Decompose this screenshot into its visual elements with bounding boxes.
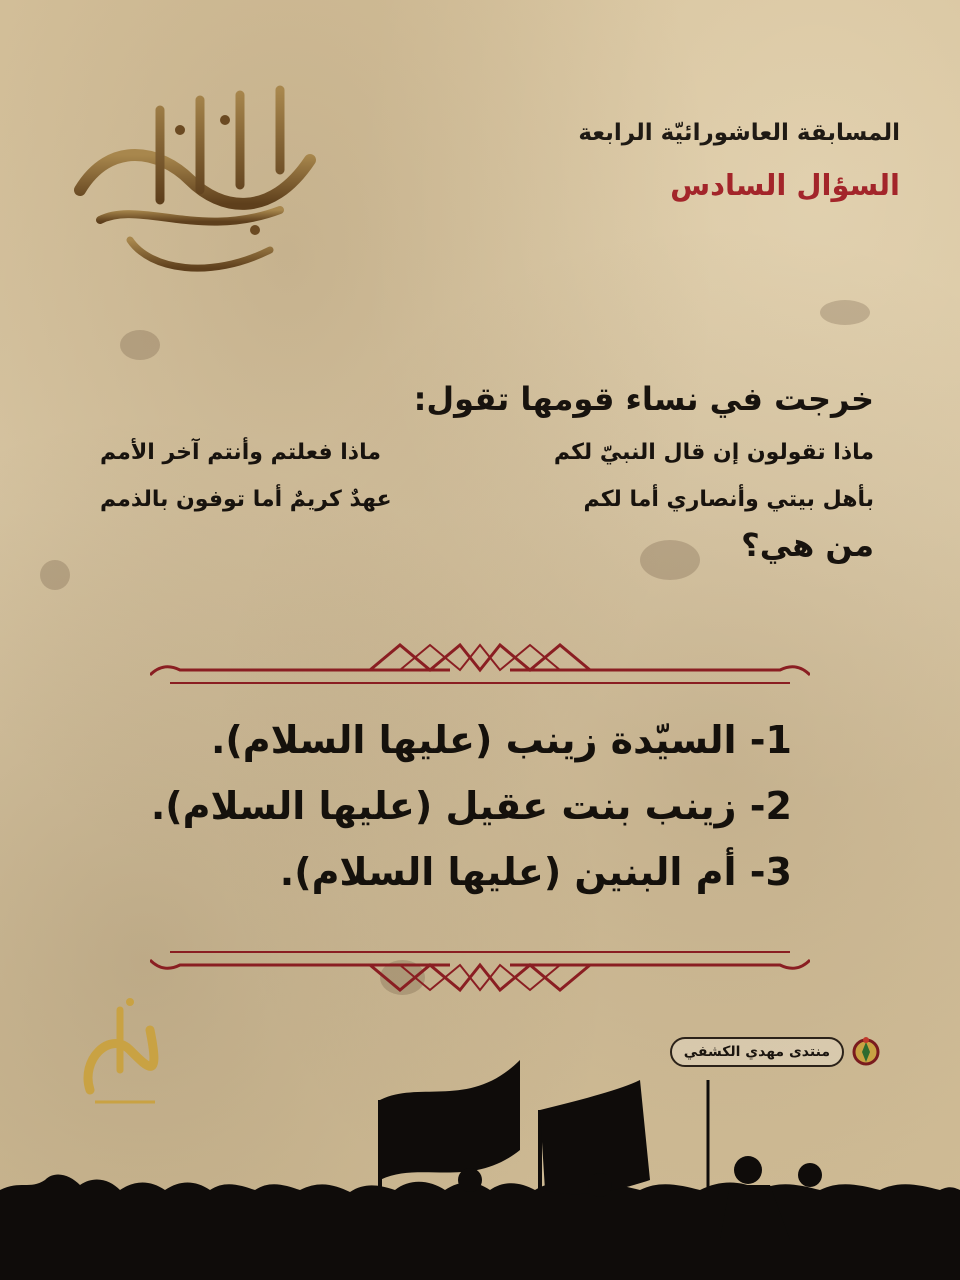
verse-line-2 xyxy=(100,487,874,512)
calligraphy-logo xyxy=(40,70,340,290)
option-1[interactable]: 1- السيّدة زينب (عليها السلام). xyxy=(210,718,792,762)
verse-hemistich-right: ماذا تقولون إن قال النبيّ لكم xyxy=(553,440,874,465)
question-intro: خرجت في نساء قومها تقول: xyxy=(413,380,874,418)
verse-hemistich-left: ماذا فعلتم وأنتم آخر الأمم xyxy=(100,440,381,465)
question-number: السؤال السادس xyxy=(670,168,900,202)
question-block xyxy=(100,380,874,564)
paper-stain xyxy=(120,330,160,360)
ornament-divider-bottom xyxy=(150,940,810,1000)
option-2[interactable]: 2- زينب بنت عقيل (عليها السلام). xyxy=(150,784,792,828)
crowd-silhouette xyxy=(0,1040,960,1280)
flag-icon xyxy=(380,1060,520,1180)
question-ask: من هي؟ xyxy=(741,526,874,564)
paper-stain xyxy=(40,560,70,590)
header xyxy=(578,120,900,202)
verse-hemistich-right: بأهل بيتي وأنصاري أما لكم xyxy=(583,487,874,512)
competition-title: المسابقة العاشورائيّة الرابعة xyxy=(578,120,900,146)
verse-line-1 xyxy=(100,440,874,465)
ornament-divider-top xyxy=(150,635,810,695)
verse-hemistich-left: عهدٌ كريمٌ أما توفون بالذمم xyxy=(100,487,392,512)
answer-options xyxy=(151,718,792,916)
forum-name: منتدى مهدي الكشفي xyxy=(670,1037,844,1067)
paper-stain xyxy=(820,300,870,325)
option-3[interactable]: 3- أم البنين (عليها السلام). xyxy=(279,850,792,894)
